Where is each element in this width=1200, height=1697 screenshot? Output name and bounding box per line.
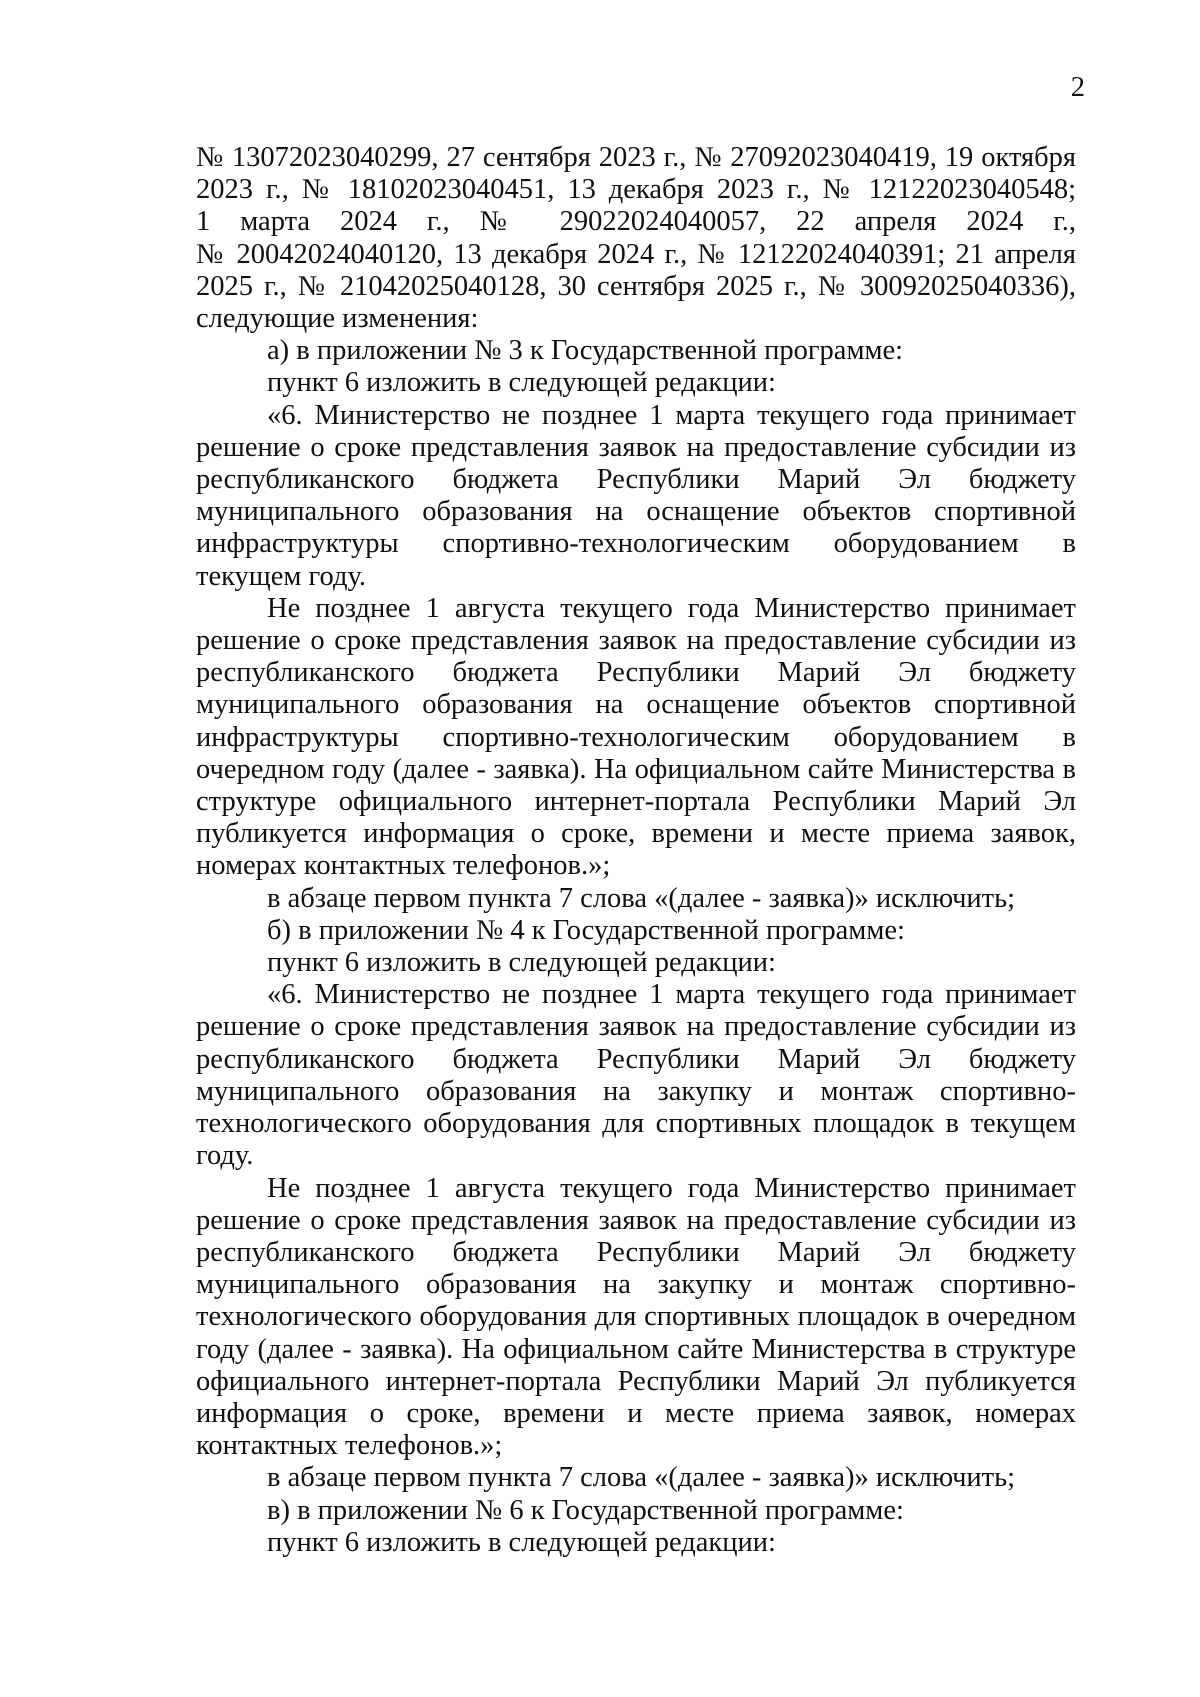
document-body	[196, 142, 1076, 1559]
item-a-heading: а) в приложении № 3 к Государственной программе:	[267, 335, 904, 367]
continuation-line-5: 2025 г., № 21042025040128, 30 сентября 2025 г., № 30092025040336),	[196, 270, 1076, 302]
continuation-line-2: 2023 г., № 18102023040451, 13 декабря 2023 г., № 12122023040548;	[196, 174, 1076, 206]
item-b-quote-1: «6. Министерство не позднее 1 марта текущего года принимает решение о сроке представления заявок на предоставление субсидии из республиканского бюджета Республики Марий Эл бюджету муниципального образования на закупку и монтаж спортивно-технологического оборудования для спортивных площадок в текущем году.	[196, 979, 1076, 1172]
item-b-quote-2: Не позднее 1 августа текущего года Министерство принимает решение о сроке представления заявок на предоставление субсидии из республиканского бюджета Республики Марий Эл бюджету муниципального образования на закупку и монтаж спортивно-технологического оборудования для спортивных площадок в очередном году (далее - заявка). На официальном сайте Министерства в структуре официального интернет-портала Республики Марий Эл публикуется информация о сроке, времени и месте приема заявок, номерах контактных телефонов.»;	[196, 1172, 1076, 1462]
page-number: 2	[1070, 72, 1085, 103]
item-a-quote-1: «6. Министерство не позднее 1 марта текущего года принимает решение о сроке представления заявок на предоставление субсидии из республиканского бюджета Республики Марий Эл бюджету муниципального образования на оснащение объектов спортивной инфраструктуры спортивно-технологическим оборудованием в текущем году.	[196, 399, 1076, 592]
continuation-line-3: 1 марта 2024 г., № 29022024040057, 22 апреля 2024 г.,	[196, 206, 1076, 238]
item-a-quote-2: Не позднее 1 августа текущего года Министерство принимает решение о сроке представления заявок на предоставление субсидии из республиканского бюджета Республики Марий Эл бюджету муниципального образования на оснащение объектов спортивной инфраструктуры спортивно-технологическим оборудованием в очередном году (далее - заявка). На официальном сайте Министерства в структуре официального интернет-портала Республики Марий Эл публикуется информация о сроке, времени и месте приема заявок, номерах контактных телефонов.»;	[196, 592, 1076, 882]
continuation-tail: следующие изменения:	[196, 303, 479, 335]
item-b-point6: пункт 6 изложить в следующей редакции:	[267, 947, 776, 979]
item-b-heading: б) в приложении № 4 к Государственной программе:	[267, 914, 905, 946]
item-a-point7: в абзаце первом пункта 7 слова «(далее - заявка)» исключить;	[267, 882, 1016, 914]
item-c-point6: пункт 6 изложить в следующей редакции:	[267, 1526, 776, 1558]
item-a-point6: пункт 6 изложить в следующей редакции:	[267, 367, 776, 399]
item-c-heading: в) в приложении № 6 к Государственной программе:	[267, 1494, 904, 1526]
continuation-line-1: № 13072023040299, 27 сентября 2023 г., № 27092023040419, 19 октября	[196, 142, 1076, 173]
continuation-line-4: № 20042024040120, 13 декабря 2024 г., № 12122024040391; 21 апреля	[196, 238, 1076, 270]
item-b-point7: в абзаце первом пункта 7 слова «(далее - заявка)» исключить;	[267, 1462, 1016, 1494]
